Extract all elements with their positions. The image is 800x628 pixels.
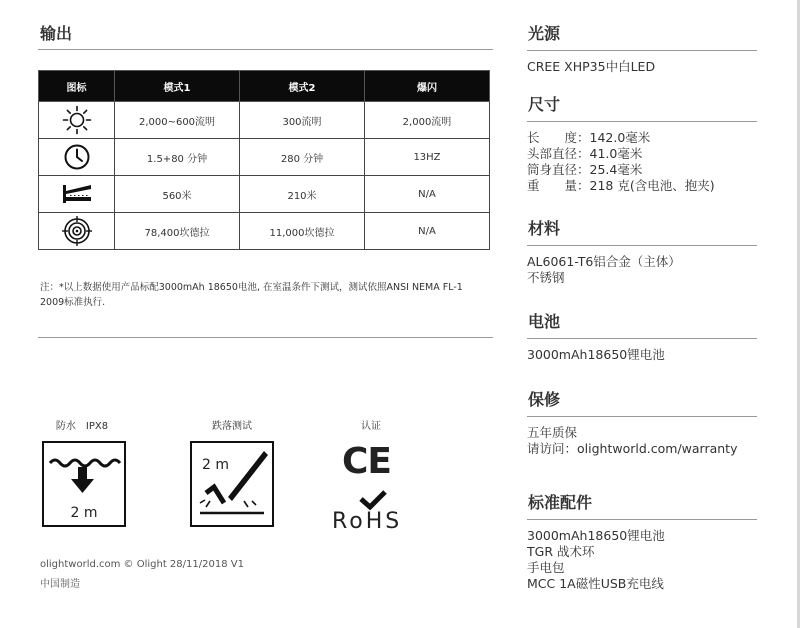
waterproof-badge [38,417,126,431]
section-line: MCC 1A磁性USB充电线 [527,576,664,591]
accessories-section [527,490,757,592]
cert-badge [326,417,416,431]
column-header: 模式1 [115,71,240,102]
table-cell: 280 分钟 [240,139,365,176]
column-header: 爆闪 [365,71,490,102]
section-line: 3000mAh18650锂电池 [527,347,665,362]
test-note: 注：*以上数据使用产品标配3000mAh 18650电池, 在室温条件下测试，测试依照ANSI NEMA FL-1 2009标准执行. [40,282,463,308]
footer-copyright: olightworld.com © Olight 28/11/2018 V1 [40,559,244,570]
table-cell: 560米 [115,176,240,213]
cert-label: 认证 [361,421,381,432]
table-cell: 2,000~600流明 [115,102,240,139]
section-title: 光源 [528,24,561,43]
impact-badge [188,417,276,431]
column-header: 模式2 [240,71,365,102]
divider [38,337,493,338]
table-cell: 11,000坎德拉 [240,213,365,250]
section-line: 筒身直径：25.4毫米 [527,162,643,177]
divider [527,416,757,417]
warranty-section [527,387,757,457]
divider [527,338,757,339]
table-cell: 300流明 [240,102,365,139]
impact-label: 跌落测试 [212,421,252,432]
divider [527,245,757,246]
battery-section [527,309,757,363]
section-line: 长 度：142.0毫米 [527,130,651,145]
table-row [39,102,490,139]
divider [527,121,757,122]
section-line: 3000mAh18650锂电池 [527,528,665,543]
waterproof-icon [42,441,126,527]
impact-height: 2 m [202,457,229,473]
section-line: CREE XHP35中白LED [527,59,656,74]
footer-made-in: 中国制造 [40,579,80,590]
section-line: 头部直径：41.0毫米 [527,146,643,161]
section-line: 五年质保 [527,425,578,440]
column-header: 图标 [39,71,115,102]
section-title: 电池 [528,312,561,331]
output-title: 输出 [40,24,73,43]
table-cell: 2,000流明 [365,102,490,139]
table-cell: N/A [365,176,490,213]
target-intensity-icon [39,213,115,250]
waterproof-label: 防水 IPX8 [55,421,109,432]
section-title: 标准配件 [528,493,593,512]
divider [527,50,757,51]
section-title: 尺寸 [528,95,561,114]
divider [38,49,493,50]
check-icon [358,489,388,511]
section-line: 重 量：218 克(含电池、抱夹) [527,178,715,193]
waterproof-depth: 2 m [70,505,98,521]
rohs-mark: RoHS [332,509,403,534]
section-title: 保修 [528,390,561,409]
ce-mark: CE [342,441,392,482]
output-table [38,70,490,250]
sun-brightness-icon [39,102,115,139]
ce-rohs-icon [328,441,418,536]
table-header-row [39,71,490,102]
table-cell: 78,400坎德拉 [115,213,240,250]
table-row [39,139,490,176]
warranty-link[interactable]: 请访问：olightworld.com/warranty [527,441,738,456]
section-line: AL6061-T6铝合金（主体） [527,254,681,269]
table-cell: N/A [365,213,490,250]
light-source-section [527,21,757,75]
table-cell: 1.5+80 分钟 [115,139,240,176]
beam-distance-icon [39,176,115,213]
dimensions-section [527,92,757,194]
material-section [527,216,757,286]
clock-runtime-icon [39,139,115,176]
section-line: TGR 战术环 [527,544,595,559]
section-title: 材料 [528,219,561,238]
table-row [39,176,490,213]
impact-resistance-icon [190,441,274,527]
table-cell: 210米 [240,176,365,213]
section-line: 手电包 [527,560,565,575]
divider [527,519,757,520]
table-row [39,213,490,250]
table-cell: 13HZ [365,139,490,176]
section-line: 不锈钢 [527,270,565,285]
